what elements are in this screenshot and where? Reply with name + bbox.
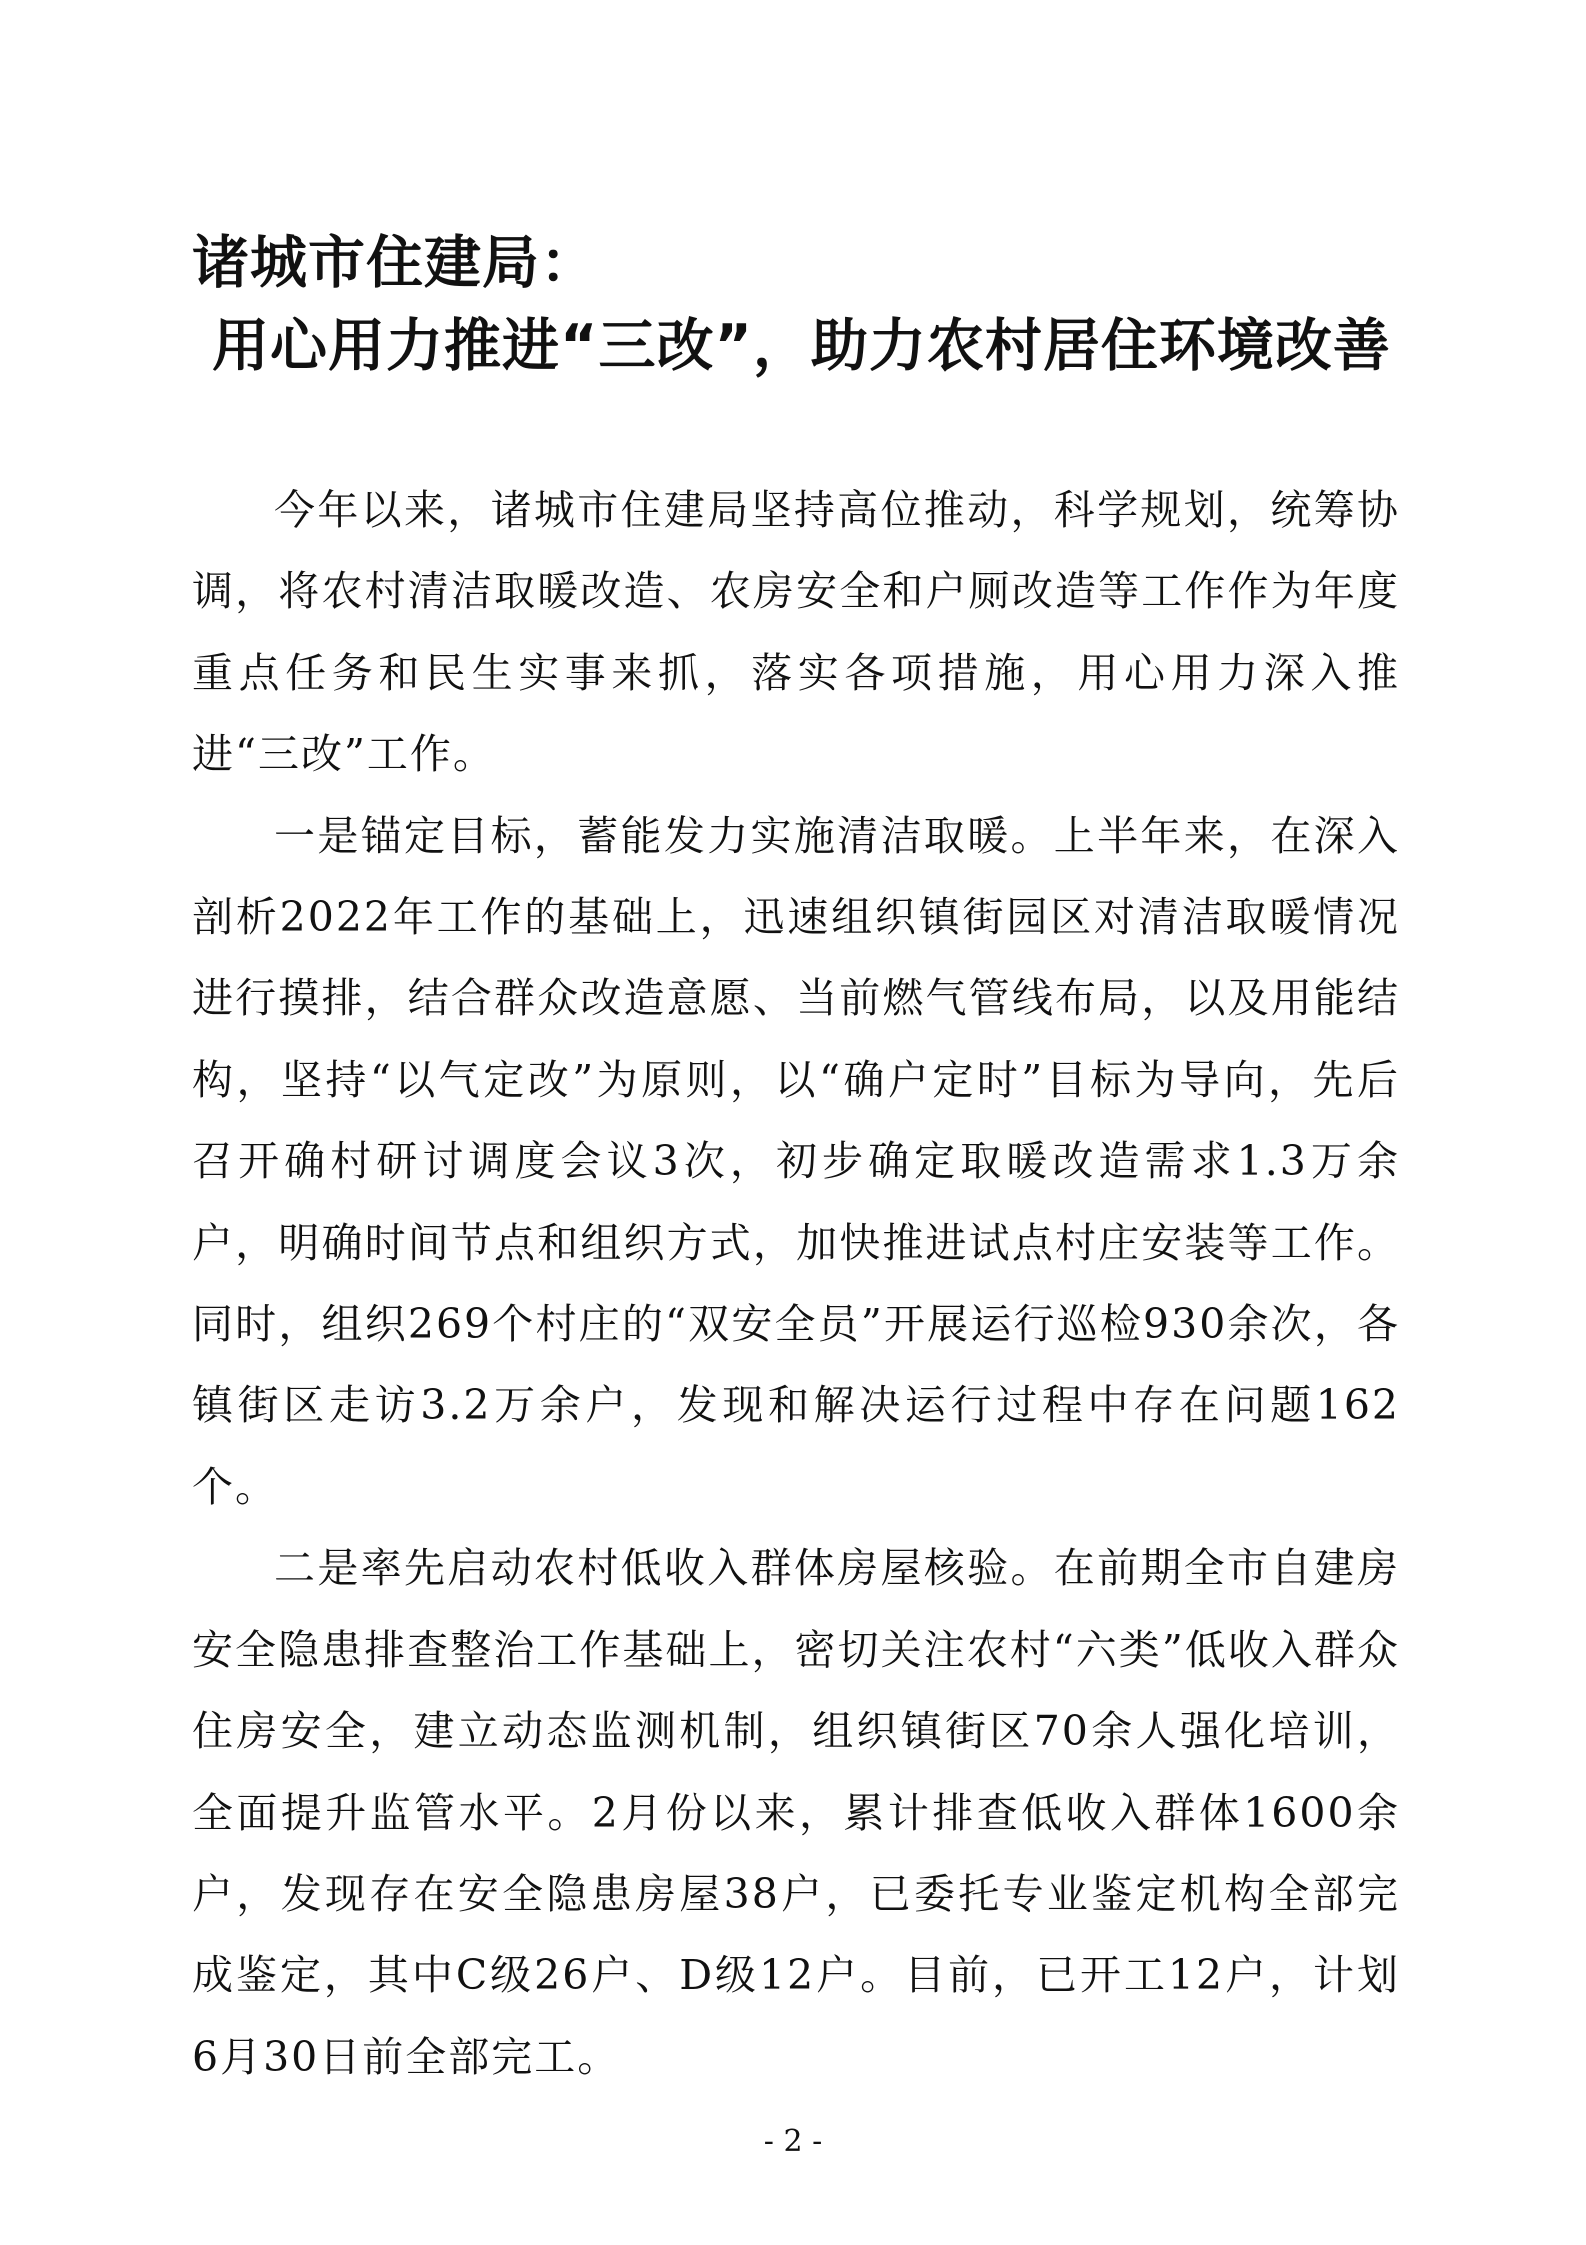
- paragraph-clean-heating: [192, 796, 1400, 1529]
- title-line-1: 诸城市住建局：: [192, 230, 598, 296]
- paragraph-lead: 二是率先启动农村低收入群体房屋核验。: [274, 1544, 1054, 1593]
- paragraph-intro: [192, 470, 1400, 796]
- paragraph-text: 在前期全市自建房安全隐患排查整治工作基础上，密切关注农村“六类”低收入群众住房安全，建立动态监测机制，组织镇街区70余人强化培训，全面提升监管水平。2月份以来，累计排查低收入群体1600余户，发现存在安全隐患房屋38户，已委托专业鉴定机构全部完成鉴定，其中C级26户、D级12户。目前，已开工12户，计划6月30日前全部完工。: [192, 1544, 1401, 2081]
- body-text: [192, 470, 1400, 2098]
- paragraph-lead: 一是锚定目标，蓄能发力实施清洁取暖。: [274, 811, 1054, 860]
- paragraph-housing-check: [192, 1528, 1400, 2098]
- paragraph-text: 上半年来，在深入剖析2022年工作的基础上，迅速组织镇街园区对清洁取暖情况进行摸排，结合群众改造意愿、当前燃气管线布局，以及用能结构，坚持“以气定改”为原则，以“确户定时”目标为导向，先后召开确村研讨调度会议3次，初步确定取暖改造需求1.3万余户，明确时间节点和组织方式，加快推进试点村庄安装等工作。同时，组织269个村庄的“双安全员”开展运行巡检930余次，各镇街区走访3.2万余户，发现和解决运行过程中存在问题162个。: [192, 811, 1401, 1511]
- title-line-2: 用心用力推进“三改”，助力农村居住环境改善: [212, 313, 1391, 379]
- paragraph-text: 今年以来，诸城市住建局坚持高位推动，科学规划，统筹协调，将农村清洁取暖改造、农房安全和户厕改造等工作作为年度重点任务和民生实事来抓，落实各项措施，用心用力深入推进“三改”工作。: [192, 486, 1400, 779]
- page-number: - 2 -: [763, 2124, 823, 2159]
